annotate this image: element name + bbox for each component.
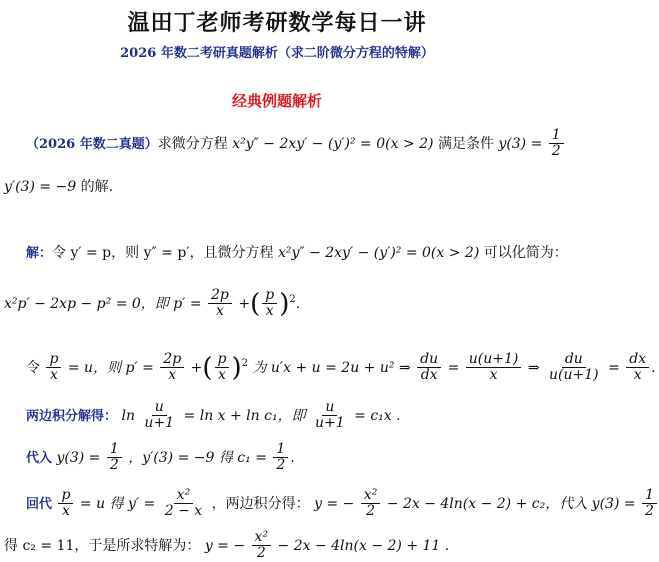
solution-label: 解： bbox=[26, 246, 53, 261]
problem-line-1 bbox=[26, 128, 566, 160]
solution-line-7: 得 c₂ = 11，于是所求特解为： y = − $\frac{\text{x²}}{2}$ − 2x − 4ln(x − 2) + 11 . bbox=[4, 529, 450, 562]
solution-line-2: x²p′ − 2xp − p² = 0，即 p′ = $\frac{2p}{x}$ +( $\frac{p}{x}$ )$^2$. bbox=[4, 287, 301, 320]
problem-condition-text: 满足条件 bbox=[437, 135, 494, 152]
solution-line-4: 两边积分解得： ln $\frac{u}{u+1}$ = ln x + ln c₁，即 $\frac{u}{u+1}$ = c₁x . bbox=[26, 399, 401, 432]
problem-condition-1: y(3) = bbox=[498, 135, 543, 152]
solution-line-5: 代入 y(3) = $\frac{1}{2}$ ，y′(3) = −9 得 c₁ = $\frac{1}{2}$ . bbox=[26, 441, 295, 474]
problem-equation: x²y″ − 2xy′ − (y′)² = 0(x > 2) bbox=[232, 135, 434, 152]
solution-line-3: 令 $\frac{p}{x}$ = u，则 p′ = $\frac{2p}{x}$ +( $\frac{p}{x}$ )$^2$ 为 u′x + u = 2u + u² ⇒ $\frac{du}{dx}$ = $\frac{u(u+1)}{x}$ ⇒ $\frac{du}{u(u+1)}$ = $\frac{dx}{x}$ . bbox=[26, 351, 656, 384]
page-title: 温田丁老师考研数学每日一讲 bbox=[127, 10, 427, 36]
solution-line-6: 回代 $\frac{p}{x}$ = u 得 y′ = $\frac{\text{x²}}{2 - x}$ ，两边积分得： y = − $\frac{\text{x²}}{2}$ − 2x − 4ln(x − 2) + c₂，代入 y(3) = $\frac{1}{2}$ bbox=[26, 488, 659, 520]
fraction-2p-over-x: $\frac{2p}{x}$ bbox=[208, 288, 232, 320]
problem-line-2 bbox=[4, 176, 113, 196]
solution-line1-tail: 可以化简为： bbox=[483, 245, 568, 261]
solution-line-1 bbox=[26, 242, 568, 262]
solution-line1-equation: x²y″ − 2xy′ − (y′)² = 0(x > 2) bbox=[277, 245, 480, 261]
problem-intro: 求微分方程 bbox=[157, 135, 228, 152]
fraction-one-half: $\frac{1}{2}$ bbox=[549, 128, 564, 160]
fraction-p-over-x: $\frac{p}{x}$ bbox=[262, 288, 277, 320]
solution-line1-text: 令 y′ = p，则 y″ = p′，且微分方程 bbox=[52, 245, 274, 261]
problem-source: （2026 年数二真题） bbox=[26, 136, 158, 152]
page-subtitle: 2026 年数二考研真题解析（求二阶微分方程的特解） bbox=[120, 46, 434, 61]
problem-condition-2: y′(3) = −9 bbox=[4, 179, 77, 195]
problem-tail: 的解. bbox=[80, 179, 114, 195]
section-heading: 经典例题解析 bbox=[231, 92, 322, 110]
